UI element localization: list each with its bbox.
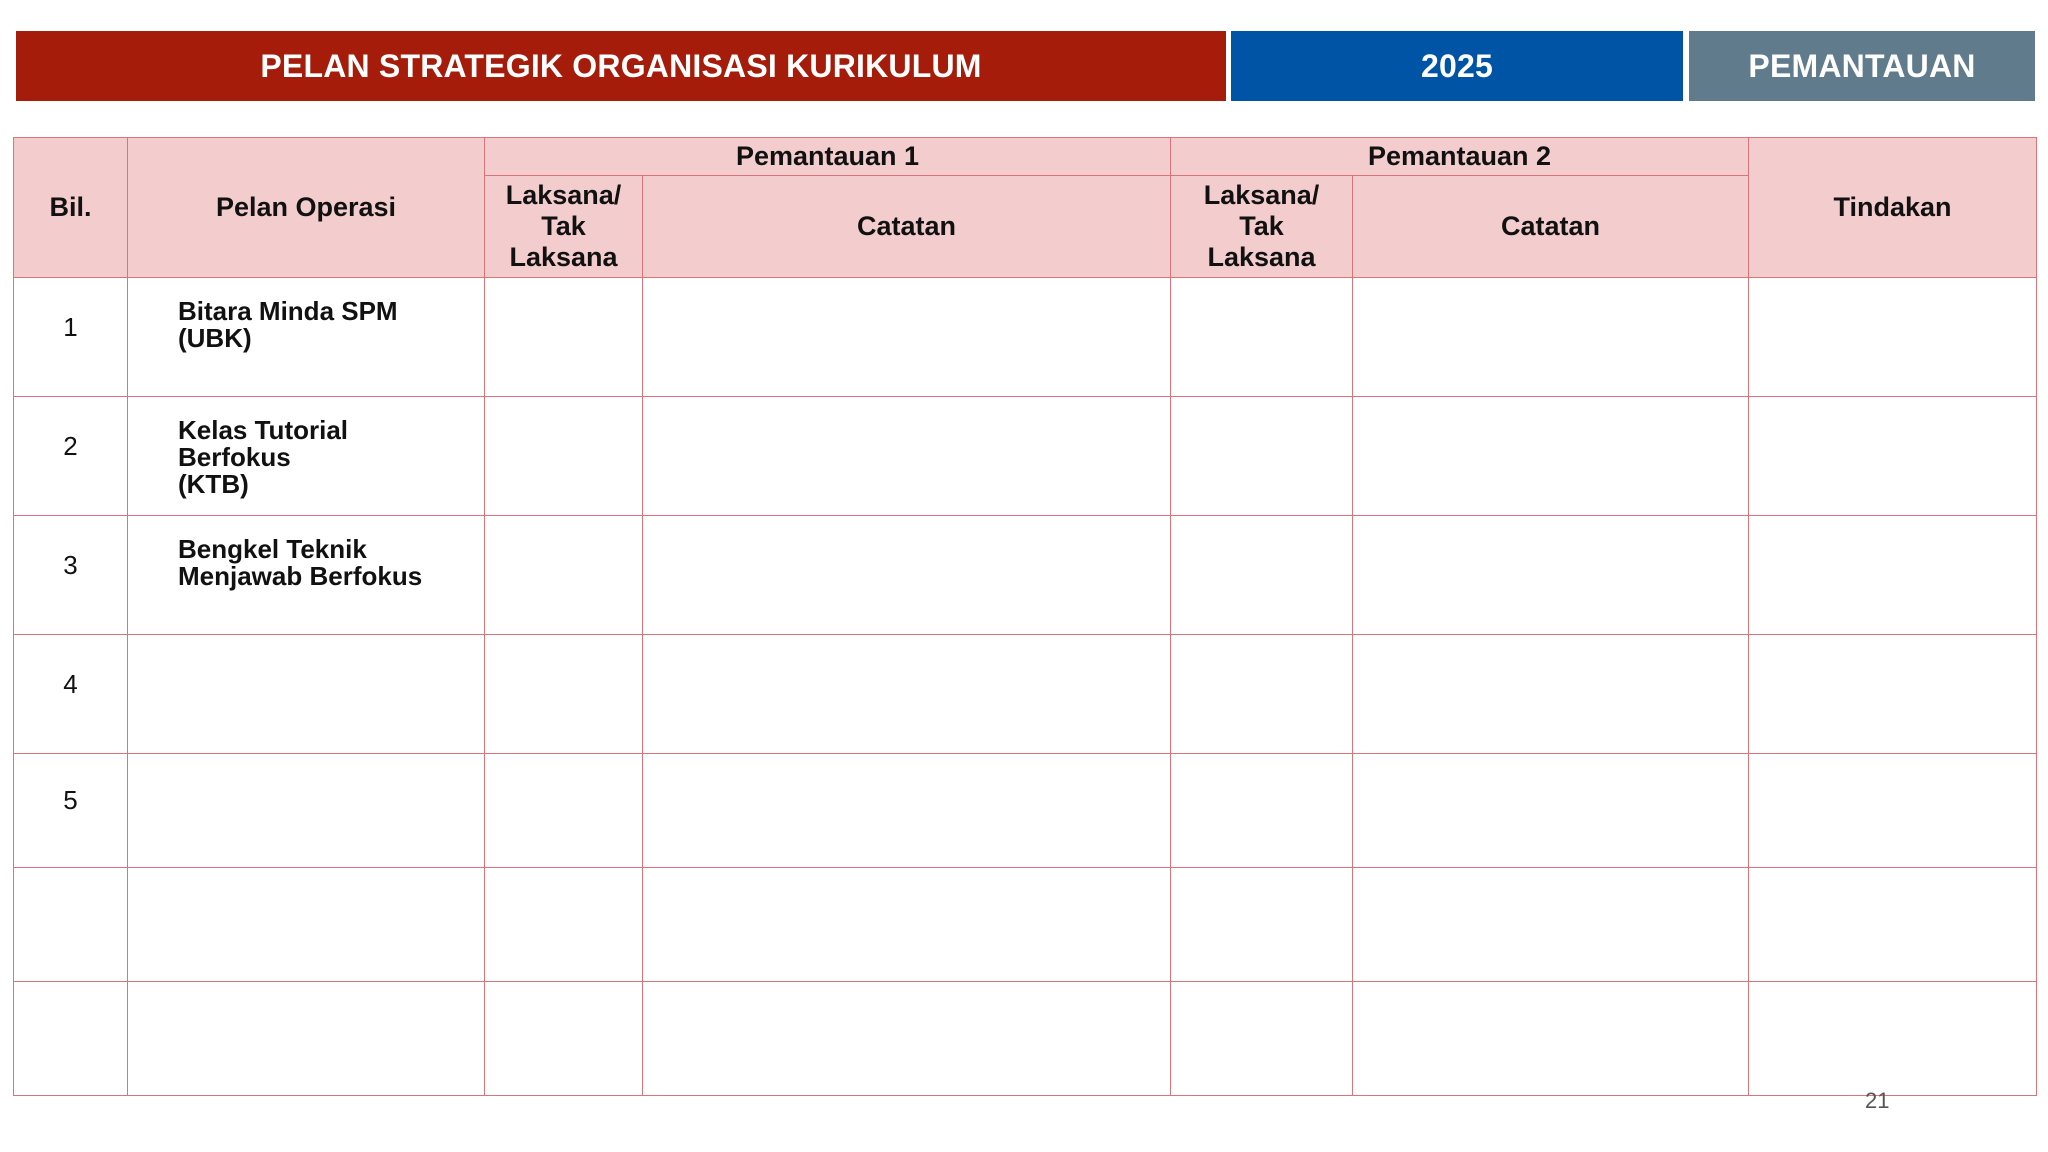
cell-p2-notes[interactable] bbox=[1353, 278, 1749, 397]
cell-p2-notes[interactable] bbox=[1353, 516, 1749, 635]
table-row bbox=[14, 516, 2037, 635]
cell-p2-status[interactable] bbox=[1171, 868, 1353, 982]
cell-plan bbox=[128, 754, 485, 868]
cell-action[interactable] bbox=[1749, 868, 2037, 982]
cell-bil: 5 bbox=[14, 754, 128, 868]
header-p1-notes: Catatan bbox=[643, 176, 1171, 278]
cell-p1-status[interactable] bbox=[485, 635, 643, 754]
cell-plan bbox=[128, 868, 485, 982]
cell-p2-status[interactable] bbox=[1171, 635, 1353, 754]
banner-title: PELAN STRATEGIK ORGANISASI KURIKULUM bbox=[16, 31, 1226, 101]
header-action: Tindakan bbox=[1749, 138, 2037, 278]
cell-p1-status[interactable] bbox=[485, 397, 643, 516]
cell-p2-status[interactable] bbox=[1171, 982, 1353, 1096]
cell-p1-notes[interactable] bbox=[643, 868, 1171, 982]
cell-action[interactable] bbox=[1749, 397, 2037, 516]
cell-p2-status[interactable] bbox=[1171, 754, 1353, 868]
cell-bil: 4 bbox=[14, 635, 128, 754]
cell-p1-status[interactable] bbox=[485, 754, 643, 868]
header-group-2: Pemantauan 2 bbox=[1171, 138, 1749, 176]
cell-bil: 3 bbox=[14, 516, 128, 635]
cell-plan: Bitara Minda SPM (UBK) bbox=[128, 278, 485, 397]
cell-p1-notes[interactable] bbox=[643, 982, 1171, 1096]
cell-plan: Bengkel Teknik Menjawab Berfokus bbox=[128, 516, 485, 635]
cell-p2-notes[interactable] bbox=[1353, 868, 1749, 982]
cell-p2-status[interactable] bbox=[1171, 516, 1353, 635]
header-p1-status: Laksana/ Tak Laksana bbox=[485, 176, 643, 278]
cell-p1-status[interactable] bbox=[485, 516, 643, 635]
cell-p2-notes[interactable] bbox=[1353, 982, 1749, 1096]
page-number: 21 bbox=[1865, 1088, 1890, 1113]
header-p2-notes: Catatan bbox=[1353, 176, 1749, 278]
header-plan: Pelan Operasi bbox=[128, 138, 485, 278]
cell-p1-notes[interactable] bbox=[643, 516, 1171, 635]
banner-year: 2025 bbox=[1231, 31, 1683, 101]
table-row bbox=[14, 278, 2037, 397]
header-group-1: Pemantauan 1 bbox=[485, 138, 1171, 176]
table-row bbox=[14, 754, 2037, 868]
cell-p2-notes[interactable] bbox=[1353, 635, 1749, 754]
cell-p1-notes[interactable] bbox=[643, 754, 1171, 868]
cell-bil bbox=[14, 868, 128, 982]
cell-p2-notes[interactable] bbox=[1353, 397, 1749, 516]
monitoring-table bbox=[13, 137, 2037, 1096]
header-bil: Bil. bbox=[14, 138, 128, 278]
cell-bil: 1 bbox=[14, 278, 128, 397]
cell-action[interactable] bbox=[1749, 635, 2037, 754]
cell-p2-status[interactable] bbox=[1171, 397, 1353, 516]
table-row bbox=[14, 868, 2037, 982]
cell-p1-notes[interactable] bbox=[643, 397, 1171, 516]
cell-p1-status[interactable] bbox=[485, 868, 643, 982]
banner-mode: PEMANTAUAN bbox=[1689, 31, 2035, 101]
cell-plan bbox=[128, 982, 485, 1096]
table-row bbox=[14, 397, 2037, 516]
cell-p1-notes[interactable] bbox=[643, 635, 1171, 754]
table-row bbox=[14, 982, 2037, 1096]
header-p2-status: Laksana/ Tak Laksana bbox=[1171, 176, 1353, 278]
cell-plan: Kelas Tutorial Berfokus (KTB) bbox=[128, 397, 485, 516]
cell-plan bbox=[128, 635, 485, 754]
cell-p2-status[interactable] bbox=[1171, 278, 1353, 397]
cell-action[interactable] bbox=[1749, 278, 2037, 397]
cell-bil: 2 bbox=[14, 397, 128, 516]
cell-p1-notes[interactable] bbox=[643, 278, 1171, 397]
table-row bbox=[14, 635, 2037, 754]
cell-p2-notes[interactable] bbox=[1353, 754, 1749, 868]
cell-action[interactable] bbox=[1749, 754, 2037, 868]
cell-bil bbox=[14, 982, 128, 1096]
cell-p1-status[interactable] bbox=[485, 278, 643, 397]
cell-action[interactable] bbox=[1749, 982, 2037, 1096]
cell-p1-status[interactable] bbox=[485, 982, 643, 1096]
cell-action[interactable] bbox=[1749, 516, 2037, 635]
